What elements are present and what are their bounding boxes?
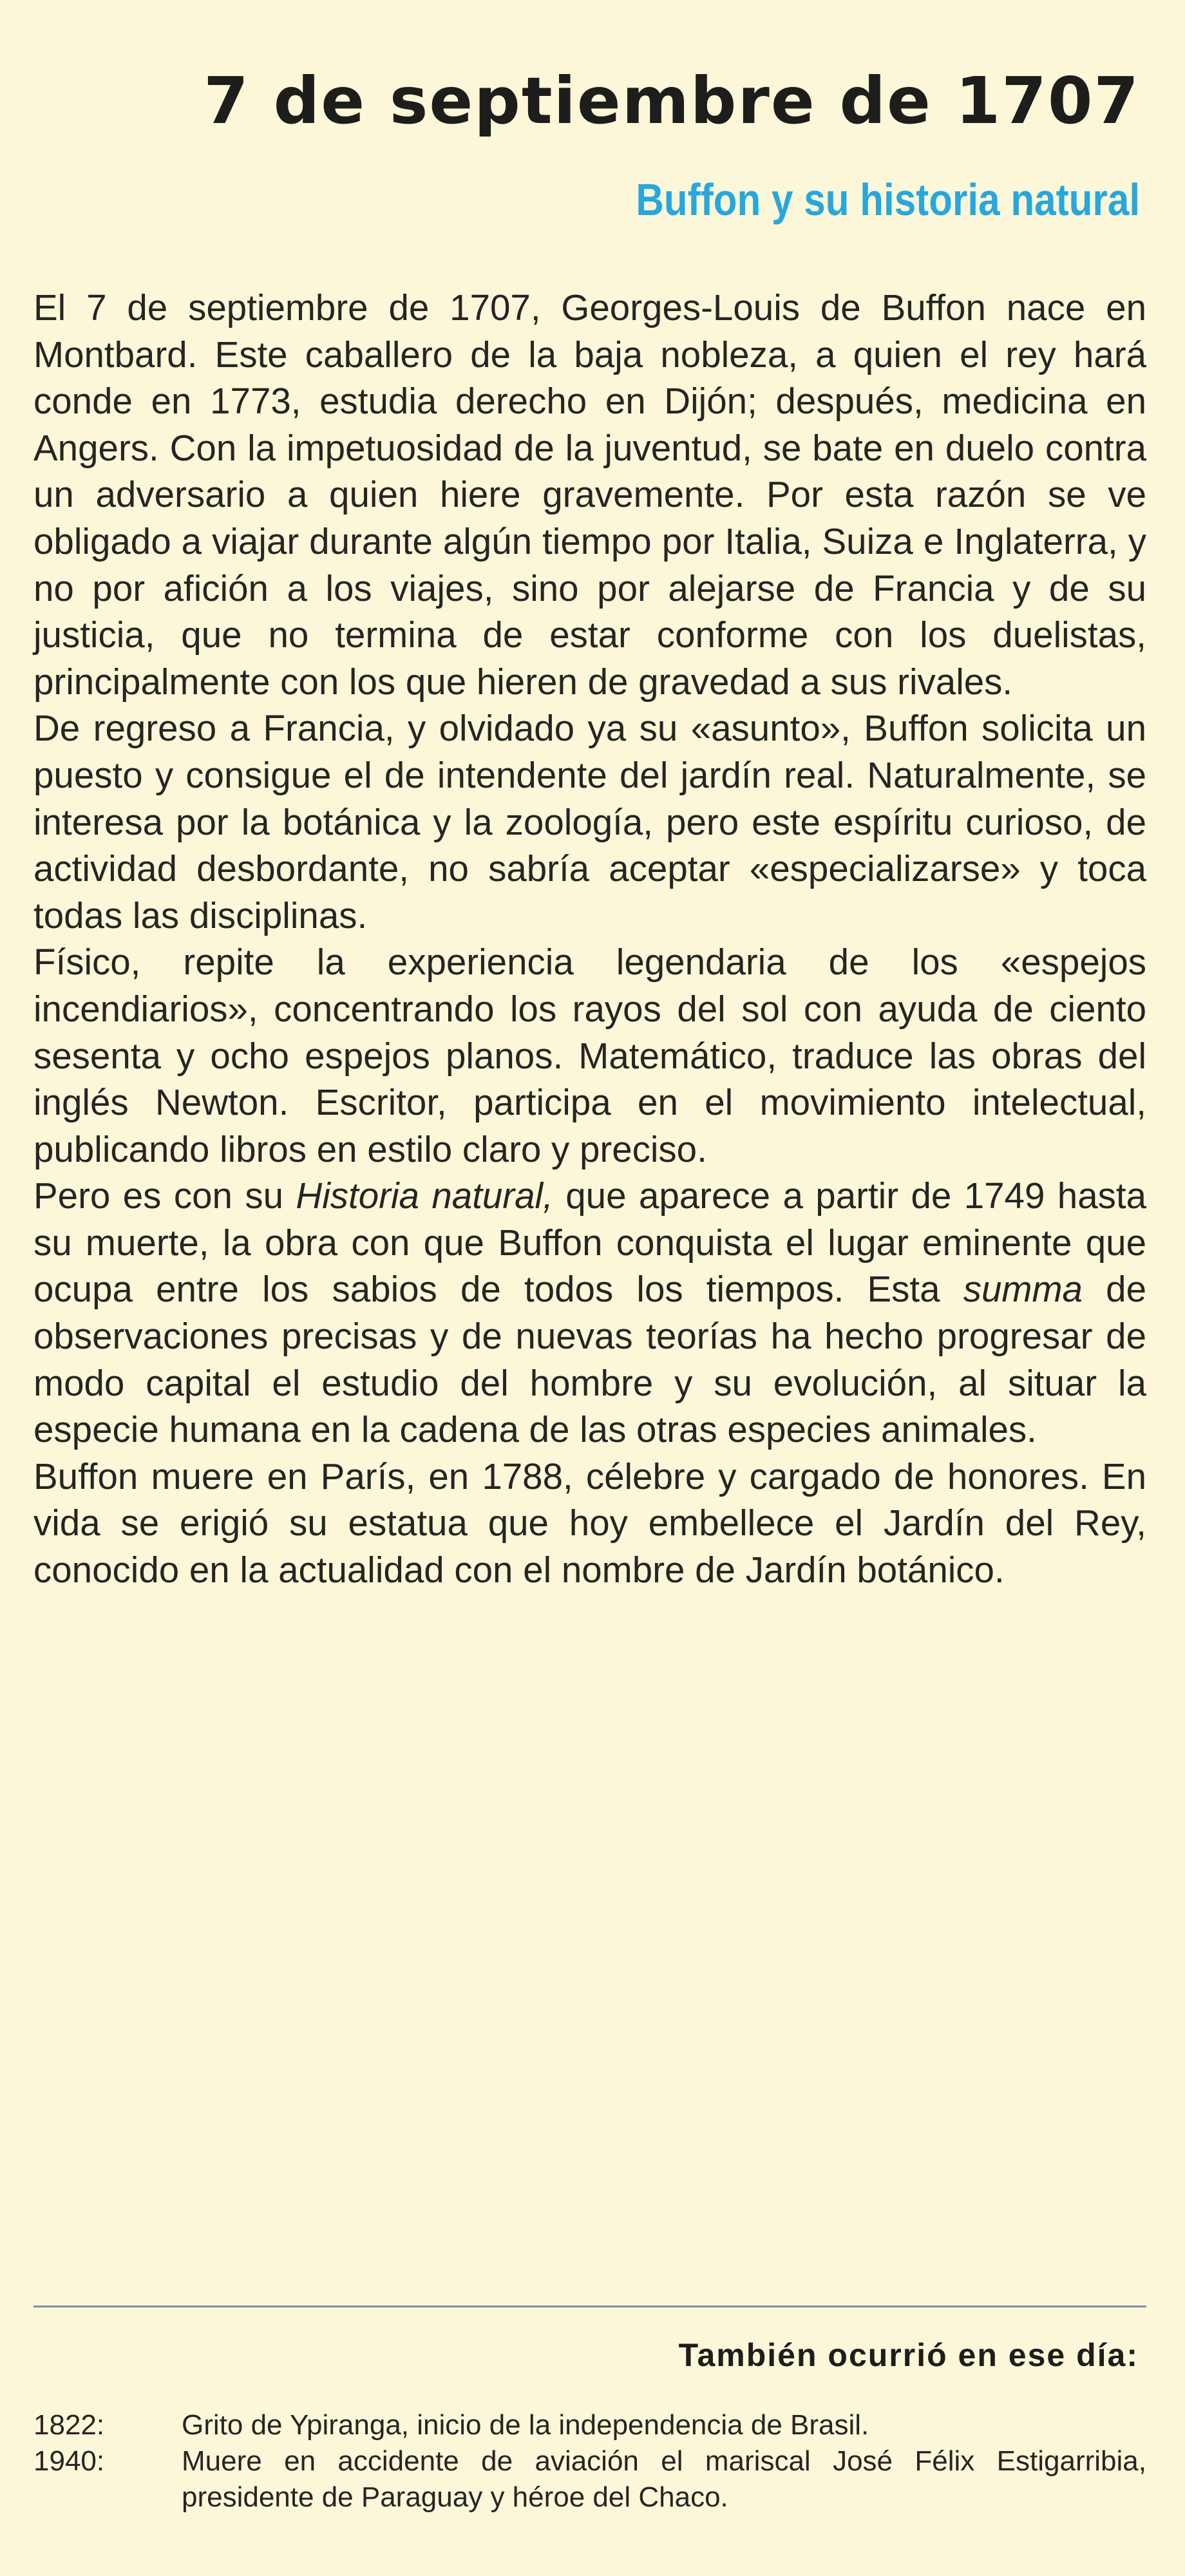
paragraph-4-part-b: que aparece a partir de 1749 hasta su muerte, la obra con que Buffon conquista el lugar eminente que ocupa entre los sabios de todos los tiempos. Esta [33, 1175, 1147, 1310]
paragraph-4-part-a: Pero es con su [33, 1175, 296, 1217]
page-title: 7 de septiembre de 1707 [204, 63, 1140, 138]
event-description: Muere en accidente de aviación el mariscal José Félix Estigarribia, presidente de Paraguay y héroe del Chaco. [182, 2445, 1146, 2513]
paragraph-3: Físico, repite la experiencia legendaria de los «espejos incendiarios», concentrando los rayos del sol con ayuda de ciento sesenta y ocho espejos planos. Matemático, traduce las obras del inglés Newton. Escritor, participa en el movimiento intelectual, publicando libros en estilo claro y preciso. [33, 942, 1146, 1170]
event-year: 1822: [33, 2409, 105, 2441]
term-summa: summa [963, 1269, 1083, 1310]
section-divider [33, 2306, 1146, 2307]
book-title-historia-natural: Historia natural, [296, 1175, 553, 1217]
also-happened-heading: También ocurrió en ese día: [678, 2337, 1139, 2373]
event-item [33, 2443, 1146, 2515]
paragraph-4 [33, 1173, 1146, 1454]
paragraph-5: Buffon muere en París, en 1788, célebre y cargado de honores. En vida se erigió su estatua que hoy embellece el Jardín del Rey, conocido en la actualidad con el nombre de Jardín botánico. [33, 1455, 1146, 1591]
paragraph-2: De regreso a Francia, y olvidado ya su «asunto», Buffon solicita un puesto y consigue el de intendente del jardín real. Naturalmente, se interesa por la botánica y la zoología, pero este espíritu curioso, de actividad desbordante, no sabría aceptar «especializarse» y toca todas las disciplinas. [33, 708, 1146, 936]
events-list [33, 2407, 1146, 2515]
event-item [33, 2407, 1146, 2443]
event-year: 1940: [33, 2445, 105, 2477]
paragraph-4-part-c: de observaciones precisas y de nuevas teorías ha hecho progresar de modo capital el estudio del hombre y su evolución, al situar la especie humana en la cadena de las otras especies animales. [33, 1269, 1146, 1450]
article-body [33, 285, 1146, 1594]
paragraph-1: El 7 de septiembre de 1707, Georges-Louis de Buffon nace en Montbard. Este caballero de la baja nobleza, a quien el rey hará conde en 1773, estudia derecho en Dijón; después, medicina en Angers. Con la impetuosidad de la juventud, se bate en duelo contra un adversario a quien hiere gravemente. Por esta razón se ve obligado a viajar durante algún tiempo por Italia, Suiza e Inglaterra, y no por afición a los viajes, sino por alejarse de Francia y de su justicia, que no termina de estar conforme con los duelistas, principalmente con los que hieren de gravedad a sus rivales. [33, 287, 1146, 702]
page-subtitle: Buffon y su historia natural [636, 175, 1140, 225]
event-description: Grito de Ypiranga, inicio de la independencia de Brasil. [182, 2409, 869, 2441]
